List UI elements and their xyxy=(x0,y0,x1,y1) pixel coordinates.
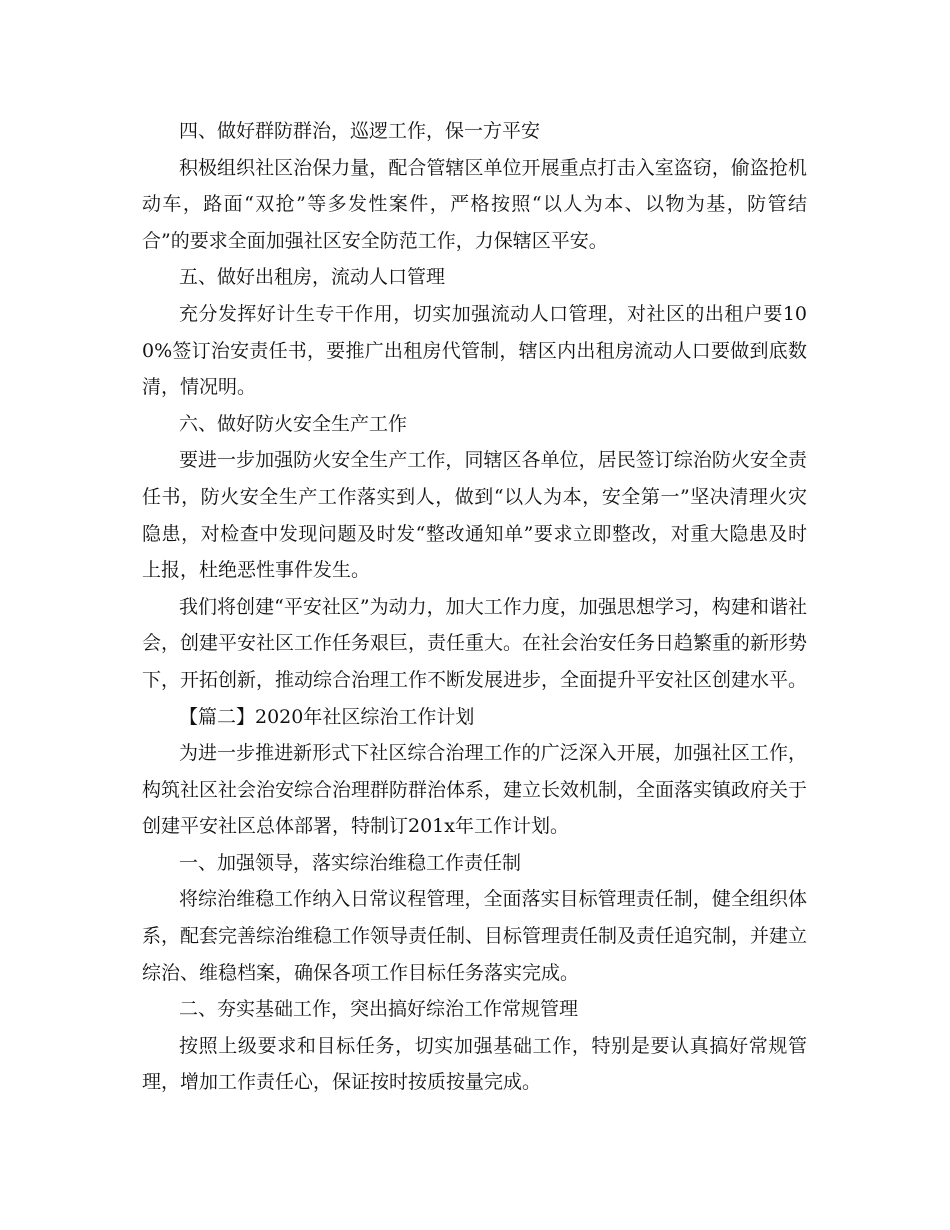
heading-6: 六、做好防火安全生产工作 xyxy=(179,412,408,435)
heading-4: 四、做好群防群治，巡逻工作，保一方平安 xyxy=(179,120,541,142)
heading-5: 五、做好出租房，流动人口管理 xyxy=(179,266,446,289)
body-6: 要进一步加强防火安全生产工作，同辖区各单位，居民签订综治防火安全责任书，防火安全生产工作落实到人，做到“以人为本，安全第一”坚决清理火灾隐患，对检查中发现问题及时发“整改通知单”要求立即整改，对重大隐患及时上报，杜绝恶性事件发生。 xyxy=(142,449,807,582)
body-2-2: 按照上级要求和目标任务，切实加强基础工作，特别是要认真搞好常规管理，增加工作责任心，保证按时按质按量完成。 xyxy=(142,1034,807,1094)
body-2-1: 将综治维稳工作纳入日常议程管理，全面落实目标管理责任制，健全组织体系，配套完善综治维稳工作领导责任制、目标管理责任制及责任追究制，并建立综治、维稳档案，确保各项工作目标任务落实完成。 xyxy=(142,888,808,984)
heading-2-2: 二、夯实基础工作，突出搞好综治工作常规管理 xyxy=(179,998,579,1021)
document-body xyxy=(142,113,807,1101)
intro-2: 为进一步推进新形式下社区综合治理工作的广泛深入开展，加强社区工作，构筑社区社会治安综合治理群防群治体系，建立长效机制，全面落实镇政府关于创建平安社区总体部署，特制订201x年工作计划。 xyxy=(142,742,808,838)
body-4: 积极组织社区治保力量，配合管辖区单位开展重点打击入室盗窃，偷盗抢机动车，路面“双抢”等多发性案件，严格按照“以人为本、以物为基，防管结合”的要求全面加强社区安全防范工作，力保辖区平安。 xyxy=(142,156,807,252)
conclusion: 我们将创建“平安社区”为动力，加大工作力度，加强思想学习，构建和谐社会，创建平安社区工作任务艰巨，责任重大。在社会治安任务日趋繁重的新形势下，开拓创新，推动综合治理工作不断发展进步，全面提升平安社区创建水平。 xyxy=(142,595,808,691)
heading-2-1: 一、加强领导，落实综治维稳工作责任制 xyxy=(179,851,522,874)
body-5: 充分发挥好计生专干作用，切实加强流动人口管理，对社区的出租户要100%签订治安责任书，要推广出租房代管制，辖区内出租房流动人口要做到底数清，情况明。 xyxy=(142,302,807,399)
section-title-2: 【篇二】2020年社区综治工作计划 xyxy=(179,705,475,728)
